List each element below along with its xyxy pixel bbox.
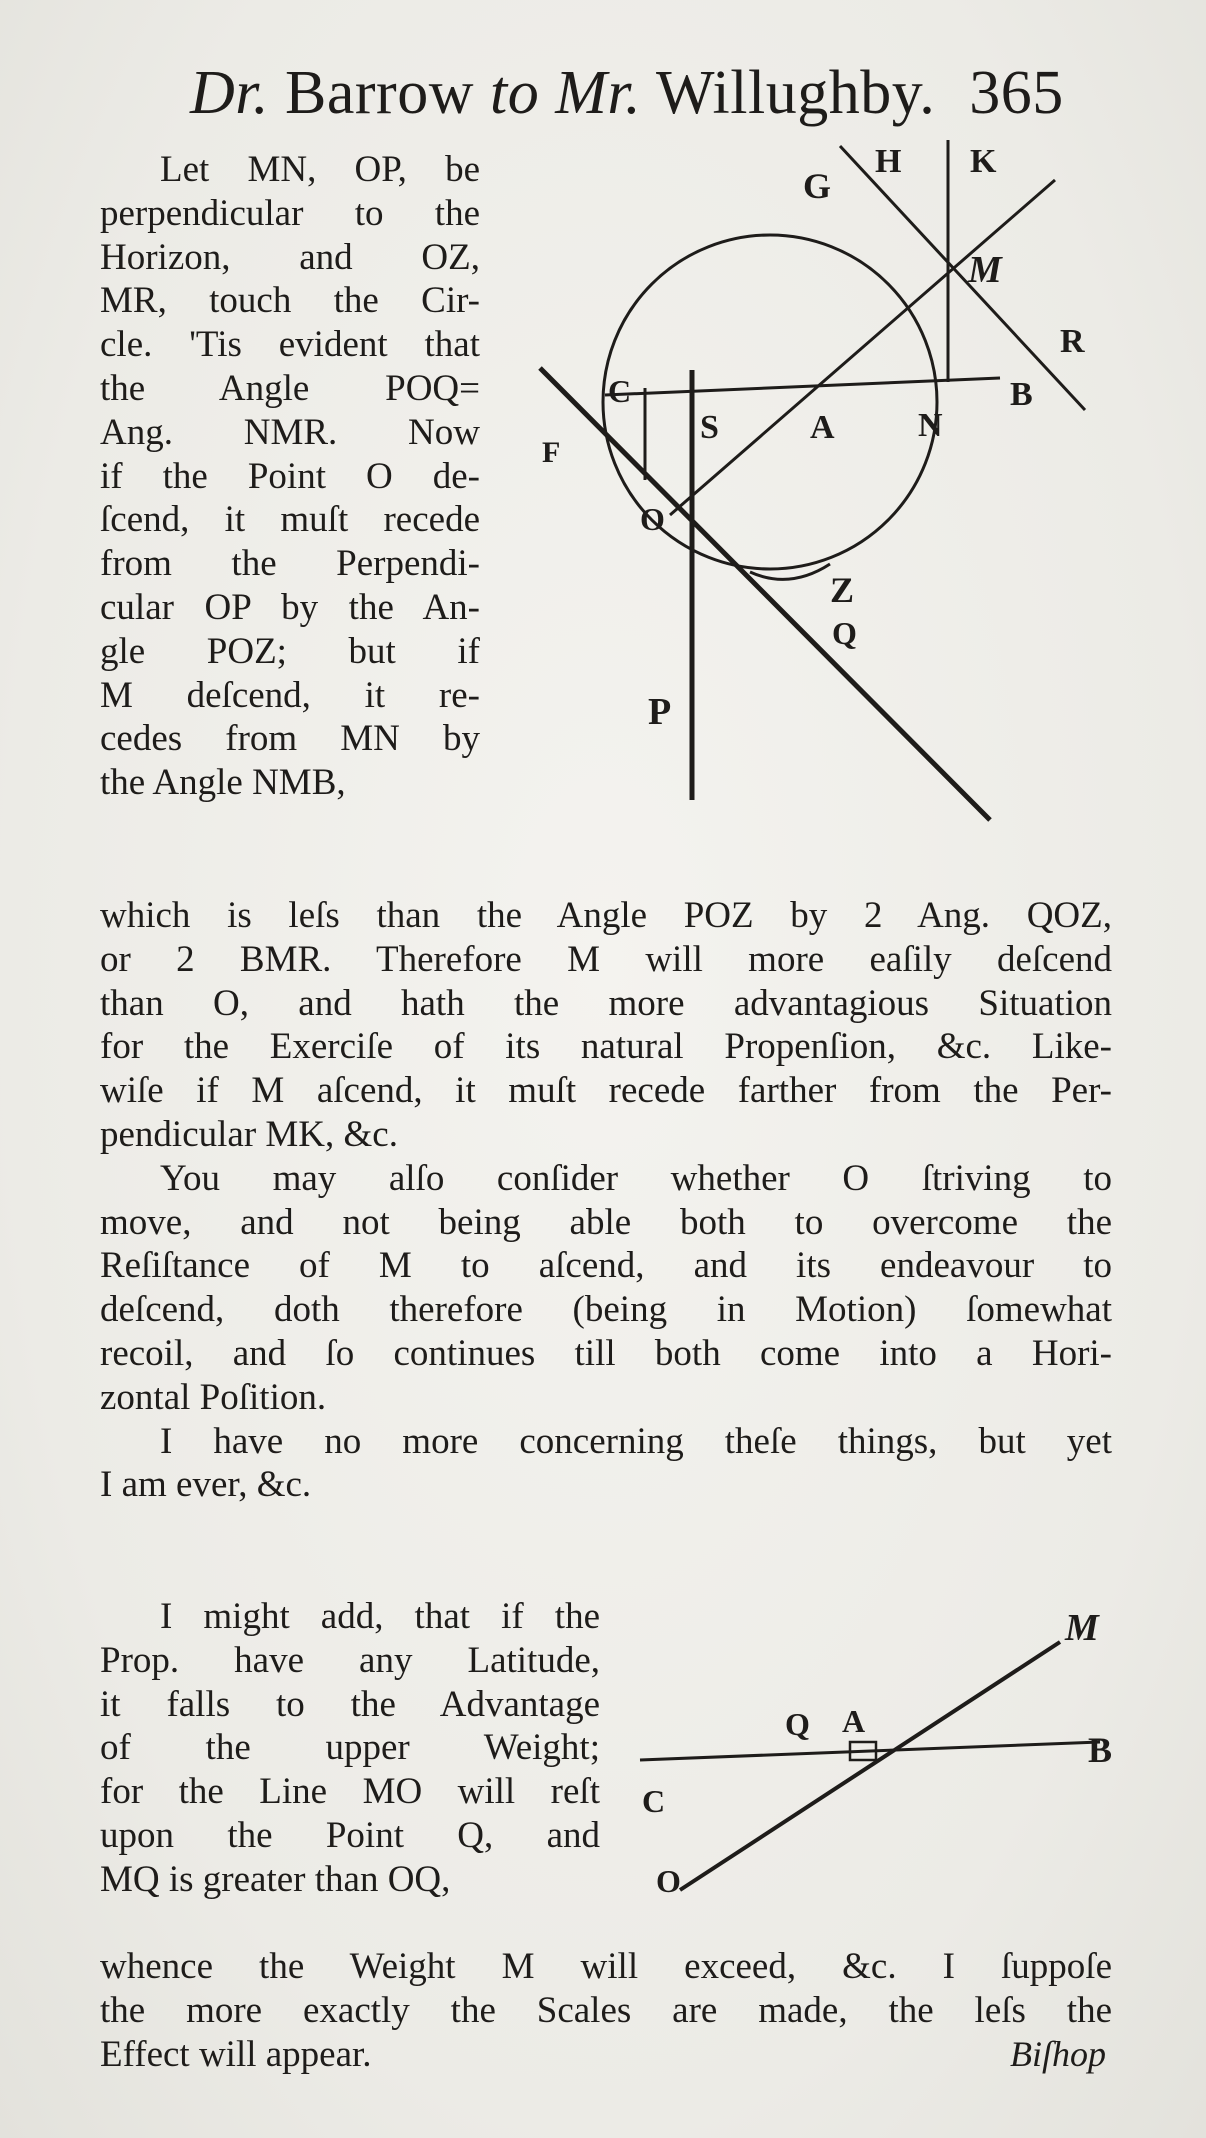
catchword: Biſhop xyxy=(1010,2034,1106,2074)
line-cb xyxy=(605,378,1000,395)
label-p: P xyxy=(648,691,672,733)
label-o: O xyxy=(656,1863,681,1899)
paragraph-4-full xyxy=(100,1945,1112,2076)
text-line: wiſe if M aſcend, it muſt recede farther from the Per- xyxy=(100,1070,1112,1112)
figure-circle-diagram xyxy=(520,120,1120,880)
label-h: H xyxy=(875,143,902,180)
text-line: Let MN, OP, be xyxy=(160,149,480,190)
text-line: of the upper Weight; xyxy=(100,1727,600,1769)
label-n: N xyxy=(918,407,943,444)
text-line: Effect will appear. xyxy=(100,2033,372,2075)
text-line: which is leſs than the Angle POZ by 2 Ang. QOZ, xyxy=(100,895,1112,936)
text-line: for the Line MO will reſt xyxy=(100,1771,600,1813)
text-line: from the Perpendi- xyxy=(100,543,480,585)
text-line: I might add, that if the xyxy=(160,1596,600,1637)
label-s: S xyxy=(700,409,719,446)
label-q: Q xyxy=(832,615,857,651)
text-line: move, and not being able both to overcome the xyxy=(100,1201,1112,1243)
page-number: 365 xyxy=(969,59,1064,127)
header-mr: Mr. xyxy=(555,59,642,127)
text-line: You may alſo conſider whether O ſtriving to xyxy=(160,1157,1112,1199)
text-line: whence the Weight M will exceed, &c. I ſuppoſe xyxy=(100,1946,1112,1987)
label-z: Z xyxy=(830,570,855,610)
label-a: A xyxy=(810,409,835,446)
paragraph-4-column xyxy=(100,1595,600,1902)
label-b: B xyxy=(1010,376,1033,413)
text-line: if the Point O de- xyxy=(100,455,480,497)
text-line: Reſiſtance of M to aſcend, and its endeavour to xyxy=(100,1245,1112,1287)
text-line: deſcend, doth therefore (being in Motion) ſomewhat xyxy=(100,1289,1112,1331)
line-om xyxy=(680,1642,1060,1890)
text-line: ſcend, it muſt recede xyxy=(100,499,480,541)
header-to: to xyxy=(489,59,540,127)
header-name: Willughby. xyxy=(656,59,936,127)
text-line: cular OP by the An- xyxy=(100,586,480,628)
paragraph-1-full xyxy=(100,894,1112,1507)
text-line: MQ is greater than OQ, xyxy=(100,1858,451,1900)
text-line: the Angle POQ= xyxy=(100,367,480,409)
label-c: C xyxy=(642,1783,666,1819)
label-a: A xyxy=(842,1703,866,1739)
text-line: I am ever, &c. xyxy=(100,1464,312,1506)
label-k: K xyxy=(970,143,997,180)
label-b: B xyxy=(1088,1730,1113,1770)
text-line: gle POZ; but if xyxy=(100,630,480,672)
text-line: upon the Point Q, and xyxy=(100,1814,600,1856)
text-line: it falls to the Advantage xyxy=(100,1683,600,1725)
text-line: recoil, and ſo continues till both come into a Hori- xyxy=(100,1332,1112,1374)
text-line: M deſcend, it re- xyxy=(100,674,480,716)
label-g: G xyxy=(803,166,832,206)
text-line: Horizon, and OZ, xyxy=(100,236,480,278)
text-line: the Angle NMB, xyxy=(100,762,346,804)
label-c: C xyxy=(608,373,632,409)
text-line: I have no more concerning theſe things, but yet xyxy=(160,1420,1112,1462)
running-header xyxy=(190,58,1110,129)
line-mo xyxy=(670,180,1055,515)
label-m: M xyxy=(1065,1607,1099,1649)
label-r: R xyxy=(1060,323,1085,360)
text-line: pendicular MK, &c. xyxy=(100,1113,398,1155)
header-dr: Dr. xyxy=(190,59,270,127)
text-line: or 2 BMR. Therefore M will more eaſily deſcend xyxy=(100,938,1112,980)
paragraph-1-column xyxy=(100,148,480,805)
label-m: M xyxy=(968,249,1002,291)
text-line: cle. 'Tis evident that xyxy=(100,324,480,366)
text-line: cedes from MN by xyxy=(100,718,480,760)
text-line: Prop. have any Latitude, xyxy=(100,1639,600,1681)
text-line: perpendicular to the xyxy=(100,192,480,234)
text-line: MR, touch the Cir- xyxy=(100,280,480,322)
line-cb xyxy=(640,1742,1100,1760)
label-o: O xyxy=(640,501,665,537)
header-barrow: Barrow xyxy=(285,59,474,127)
label-q: Q xyxy=(785,1706,810,1742)
figure-balance-diagram xyxy=(620,1590,1140,1910)
text-line: for the Exerciſe of its natural Propenſion, &c. Like- xyxy=(100,1026,1112,1068)
text-line: the more exactly the Scales are made, the leſs the xyxy=(100,1989,1112,2031)
text-line: Ang. NMR. Now xyxy=(100,411,480,453)
label-f: F xyxy=(542,436,561,469)
text-line: than O, and hath the more advantagious Situation xyxy=(100,982,1112,1024)
text-line: zontal Poſition. xyxy=(100,1376,327,1418)
